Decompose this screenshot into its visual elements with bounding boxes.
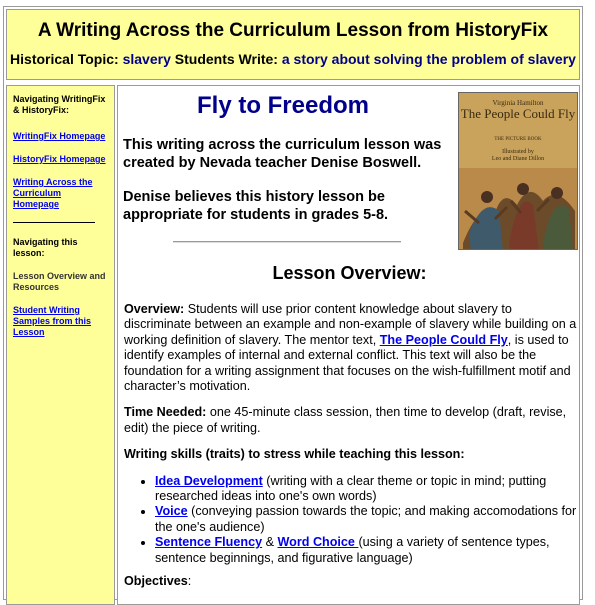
page-frame [3,6,583,600]
overview-label: Overview: [124,302,185,316]
cover-illustrated-by: Illustrated by [502,149,534,155]
topic-value: slavery [122,51,171,67]
skill-fluency-text: (using a variety of sentence types, sentence beginnings, and figurative language) [155,535,550,565]
intro-author-text: This writing across the curriculum lesson was created by Nevada teacher Denise Boswell. [123,137,442,171]
page-header-title: A Writing Across the Curriculum Lesson from HistoryFix [37,20,549,41]
sidebar-item-overview: Lesson Overview and Resources [13,271,106,292]
overview-text-2: , is used to identify examples of internal and external conflict. This text will also be the foundation for a writing assignment that focuses on the wish-fulfillment motif and character’s motivation. [124,332,571,394]
book-cover-image [458,92,578,250]
cover-title: The People Could Fly [460,106,576,121]
main-content [117,85,580,605]
sidebar-link-historyfix-home[interactable]: HistoryFix Homepage [13,154,106,164]
skill-idea-link[interactable]: Idea Development [155,473,263,488]
skill-voice-text: (conveying passion towards the topic; and making accomodations for the one's audience) [155,504,577,534]
time-paragraph [124,405,578,436]
overview-text-1: Students will use prior content knowledge about slavery to discriminate between an example and non-example of slavery while building on a working definition of slavery. The mentor text, [124,302,577,347]
objectives-colon: : [187,574,192,589]
overview-book-link[interactable]: The People Could Fly [379,332,508,347]
skills-heading: Writing skills (traits) to stress while teaching this lesson: [124,447,465,462]
page-title: Fly to Freedom [196,92,370,119]
skill-voice-link[interactable]: Voice [155,504,188,519]
sidebar-link-writingfix-home[interactable]: WritingFix Homepage [13,131,106,141]
list-item [155,504,578,535]
cover-author: Virginia Hamilton [492,99,544,107]
page-header [6,9,580,80]
cover-tagline: THE PICTURE BOOK [494,137,542,142]
skill-idea-text: (writing with a clear theme or topic in mind; putting researched ideas into one's own words) [155,473,547,504]
sidebar [6,85,115,605]
topic-label: Historical Topic: [10,51,119,67]
cover-illustrators [459,149,577,163]
objectives-paragraph [124,574,578,589]
skill-word-choice-link[interactable]: Word Choice [277,535,359,550]
content-divider [173,241,401,243]
intro-grades-text: Denise believes this history lesson be appropriate for students in grades 5-8. [123,189,389,223]
write-label: Students Write: [174,51,278,67]
write-value: a story about solving the problem of slavery [281,51,576,67]
objectives-label: Objectives [124,574,188,589]
list-item [155,474,578,505]
sidebar-link-wac-home[interactable]: Writing Across the Curriculum Homepage [13,177,93,209]
list-item [155,535,578,566]
time-text: one 45-minute class session, then time to develop (draft, revise, edit) the piece of writing. [124,405,567,435]
cover-illustrator-names: Leo and Diane Dillon [491,156,545,162]
time-label: Time Needed: [124,405,207,420]
lesson-body [124,302,578,601]
sidebar-nav-lesson-label: Navigating this lesson: [13,237,78,258]
skill-fluency-link[interactable]: Sentence Fluency [155,535,263,550]
sidebar-nav-writingfix-label: Navigating WritingFix & HistoryFix: [13,94,106,115]
sidebar-divider [13,222,95,223]
sidebar-link-student-samples[interactable]: Student Writing Samples from this Lesson [13,305,92,337]
skills-list [124,474,578,566]
skill-amp: & [262,535,278,550]
overview-paragraph [124,302,578,394]
header-subtitle [7,50,579,68]
overview-heading: Lesson Overview: [272,263,427,283]
